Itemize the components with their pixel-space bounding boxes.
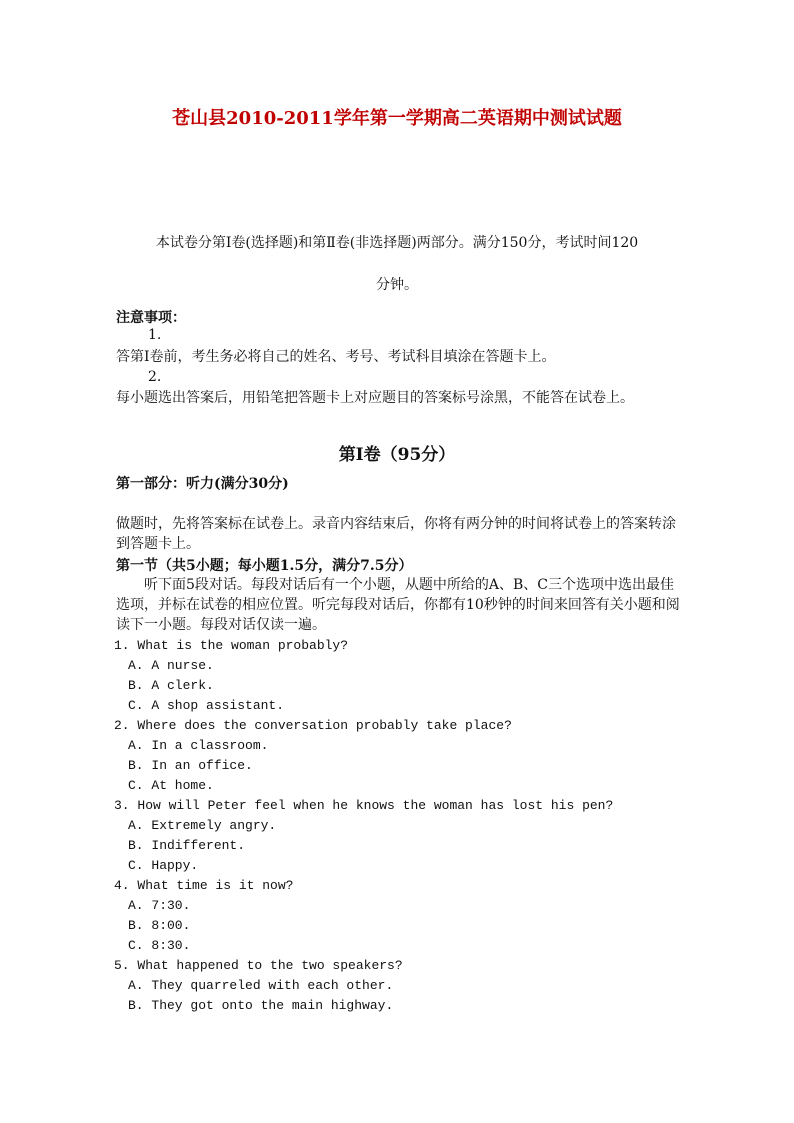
answer-option: C. A shop assistant. (128, 698, 285, 713)
question-stem: 3. How will Peter feel when he knows the woman has lost his pen? (114, 798, 614, 813)
answer-option: B. A clerk. (128, 678, 214, 693)
answer-option: A. 7:30. (128, 898, 191, 913)
question-1 (114, 636, 714, 716)
answer-option: A. A nurse. (128, 658, 214, 673)
part1-directions: 做题时，先将答案标在试卷上。录音内容结束后，你将有两分钟的时间将试卷上的答案转涂到答题卡上。 (116, 516, 676, 552)
answer-option: C. Happy. (128, 858, 199, 873)
question-2 (114, 716, 714, 796)
question-list (114, 636, 714, 1016)
answer-option: C. 8:30. (128, 938, 191, 953)
answer-option: B. In an office. (128, 758, 253, 773)
answer-option: B. 8:00. (128, 918, 191, 933)
question-4 (114, 876, 714, 956)
notice-item-2-text: 每小题选出答案后，用铅笔把答题卡上对应题目的答案标号涂黑，不能答在试卷上。 (116, 390, 634, 406)
intro-line-1: 本试卷分第Ⅰ卷(选择题)和第Ⅱ卷(非选择题)两部分。满分150分，考试时间120 (155, 235, 639, 251)
answer-option: A. In a classroom. (128, 738, 269, 753)
answer-option: B. They got onto the main highway. (128, 998, 394, 1013)
answer-option: B. Indifferent. (128, 838, 246, 853)
intro-line-2: 分钟。 (376, 277, 418, 293)
question-5 (114, 956, 714, 1016)
answer-option: C. At home. (128, 778, 214, 793)
section1-heading: 第一节（共5小题；每小题1.5分，满分7.5分） (116, 558, 413, 574)
question-3 (114, 796, 714, 876)
section1-directions: 听下面5段对话。每段对话后有一个小题，从题中所给的A、B、C三个选项中选出最佳选项，并标在试卷的相应位置。听完每段对话后，你都有10秒钟的时间来回答有关小题和阅读下一小题。每段对话仅读一遍。 (116, 577, 680, 633)
question-stem: 1. What is the woman probably? (114, 638, 349, 653)
volume-heading: 第Ⅰ卷（95分） (338, 445, 456, 465)
question-stem: 4. What time is it now? (114, 878, 294, 893)
part1-heading: 第一部分：听力(满分30分) (116, 476, 289, 492)
exam-title: 苍山县2010-2011学年第一学期高二英语期中测试试题 (172, 108, 622, 129)
answer-option: A. Extremely angry. (128, 818, 277, 833)
notice-item-2-number: 2. (148, 369, 162, 385)
notice-heading: 注意事项： (116, 310, 186, 326)
notice-item-1-text: 答第Ⅰ卷前，考生务必将自己的姓名、考号、考试科目填涂在答题卡上。 (116, 349, 556, 365)
question-stem: 5. What happened to the two speakers? (114, 958, 403, 973)
answer-option: A. They quarreled with each other. (128, 978, 394, 993)
question-stem: 2. Where does the conversation probably take place? (114, 718, 512, 733)
notice-item-1-number: 1. (148, 327, 162, 343)
